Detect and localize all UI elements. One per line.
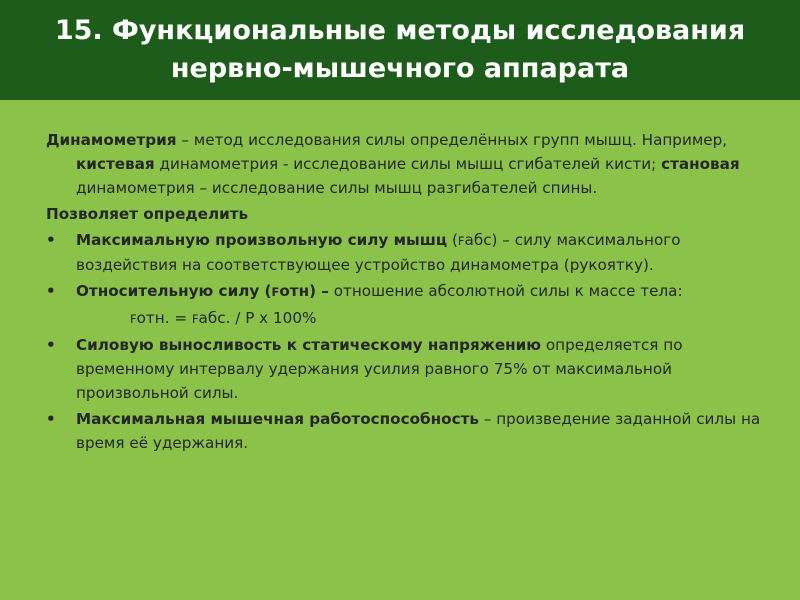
bullet-bold: Максимальная мышечная работоспособность [76,410,479,428]
bullet-list-continued [46,333,766,455]
force-letter: F [271,285,280,299]
bullet-bold: Силовую выносливость к статическому напряжению [76,336,542,354]
bullet-text: отношение абсолютной силы к массе тела: [328,282,683,300]
formula-equals: . = [164,309,192,327]
formula-sub-abs: абс [198,309,226,327]
force-subscript: абс [464,231,492,249]
lead-heading: Позволяет определить [46,205,249,223]
slide-content [46,128,766,455]
list-item [46,407,766,455]
bullet-text: – произведение заданной силы на время её удержания. [76,410,761,452]
intro-text-2: динамометрия - исследование силы мышц сгибателей кисти; [154,155,662,173]
intro-paragraph [46,128,766,200]
force-subscript: отн [279,282,310,300]
list-item [46,228,766,277]
slide-title-line-2: нервно-мышечного аппарата [170,53,630,84]
bullet-bold: Относительную силу ( [76,282,272,300]
formula-tail: х 100% [254,309,317,327]
bullet-icon: • [46,282,56,300]
slide-header [0,0,800,100]
formula [46,306,766,331]
bullet-text: ) – силу максимального воздействия на соответствующее устройство динамометра (рукоятку). [76,231,681,274]
formula-f-rel: F [130,312,137,326]
bullet-bold: Максимальную произвольную силу мышц [76,231,448,249]
formula-mass: P [245,309,255,327]
term-stanovaya: становая [661,155,740,173]
term-kistevaya: кистевая [76,155,155,173]
formula-divide: . / [225,309,246,327]
bullet-icon: • [46,410,56,428]
intro-text-1: – метод исследования силы определённых групп мышц. Например, [176,131,728,149]
bullet-icon: • [46,336,56,354]
bullet-icon: • [46,231,56,249]
bullet-bold-close: ) – [309,282,329,300]
formula-sub-rel: отн [136,309,165,327]
intro-text-3: динамометрия – исследование силы мышц разгибателей спины. [76,179,598,197]
bullet-list [46,228,766,304]
bullet-text: определяется по временному интервалу удержания усилия равного 75% от максимальной произвольной силы. [76,336,683,402]
list-item [46,279,766,304]
slide-title-line-1: 15. Функциональные методы исследования [54,15,746,46]
bullet-paren-open: ( [447,231,458,249]
formula-f-abs: F [191,312,199,326]
list-item [46,333,766,405]
force-letter: F [457,234,465,248]
term-dynamometry: Динамометрия [46,131,177,149]
